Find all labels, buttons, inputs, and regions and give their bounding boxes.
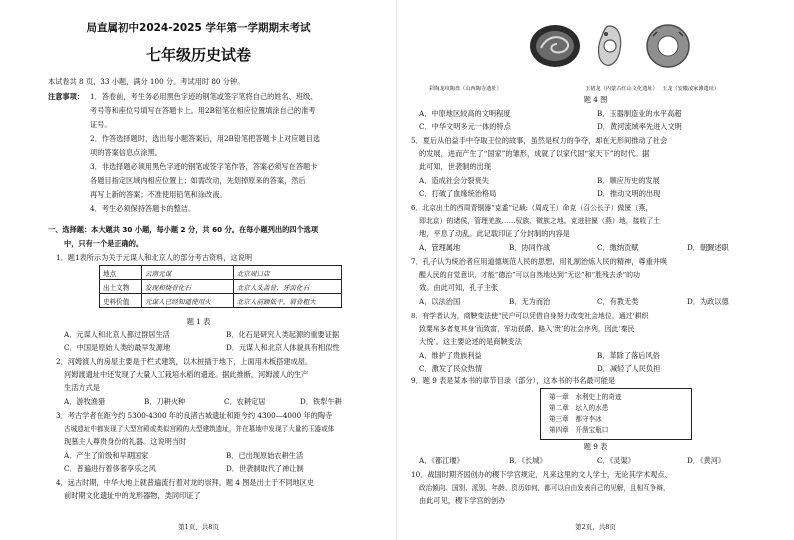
answer-option: C．中国是原始人类的最早发源地 bbox=[64, 343, 171, 352]
answer-option: D．推动文明的出现 bbox=[597, 189, 661, 198]
section-heading: 中，只有一个是正确的。 bbox=[64, 239, 144, 248]
answer-option: C．普遍进行着侈奢享乐之风 bbox=[64, 464, 156, 473]
question-stem: 大悦’。这主要论述的是商鞅变法 bbox=[419, 337, 522, 346]
question-stem: 现墓主人尊贵身份的礼器。这说明当时 bbox=[64, 437, 187, 446]
page-footer: 第1页，共8页 bbox=[178, 523, 219, 531]
table-cell: 云南元谋 bbox=[141, 266, 233, 280]
painted-dragon-plate-image bbox=[527, 22, 583, 70]
image-caption: 玉猪龙（内蒙古红山文化遗址） bbox=[585, 86, 658, 92]
answer-option: C．《灵渠》 bbox=[597, 456, 635, 465]
question-stem: 的发展，进而产生了“国家”的雏形，成就了以家代国“家天下”的时代。据 bbox=[419, 149, 650, 158]
notice-line: 证号。 bbox=[90, 120, 112, 129]
question-stem: 政治倾向、国别、派别、年龄、资历如何，都可以自由发表自己的见解，且相互争辩， bbox=[419, 484, 670, 492]
table-cell: 地点 bbox=[100, 266, 142, 280]
answer-option: D．减轻了人民负担 bbox=[597, 364, 661, 373]
answer-option: B．刀耕火种 bbox=[144, 397, 186, 406]
answer-option: B．《长城》 bbox=[509, 456, 547, 465]
question-stem: 醒人民的自觉意识，才能“德治”可以自然地达到“无讼”和“胜残去杀”的功 bbox=[419, 271, 640, 279]
notice-label: 注意事项： bbox=[48, 92, 84, 101]
answer-option: B．革除了落后风俗 bbox=[597, 351, 660, 360]
answer-option: B．顺应历史的发展 bbox=[597, 176, 660, 185]
question-stem: 致粟帛多者复其身’而致富，军功获爵，路入‘贵’的社会序列，因此‘秦民 bbox=[419, 325, 635, 333]
answer-option: A．产生了阶级和早期国家 bbox=[64, 451, 149, 460]
chapter-list-box bbox=[540, 388, 692, 440]
table-cell: 史料价值 bbox=[100, 294, 142, 308]
exam-info: 本试卷共 8 页，33 小题，满分 100 分。考试用时 80 分钟。 bbox=[48, 77, 245, 86]
section-heading: 一、选择题：本大题共 30 小题，每小题 2 分，共 60 分。在每小题列出的四个选项 bbox=[48, 225, 319, 234]
question-stem: 生活方式是 bbox=[64, 383, 100, 392]
question-stem: 6．北京出土的西周青铜器“克盉”记载:（周成王）命克（召公长子）做匽（燕， bbox=[411, 204, 653, 212]
question-stem: 2．河姆渡人的房屋主要是干栏式建筑，以木桩插于地下，上面用木板搭建成屋。 bbox=[56, 357, 313, 366]
table-row bbox=[100, 294, 342, 308]
image-caption: 彩陶龙纹陶盘（山西陶寺遗址） bbox=[429, 86, 502, 92]
notice-line: 3．非选择题必须用黑色字迹的钢笔或签字笔作答，答案必须写在答题卡 bbox=[90, 162, 318, 171]
answer-option: C．中华文明多元一体的特点 bbox=[419, 122, 511, 131]
question-stem: 即北京）的诸侯，管理羌族……驭族、微族之地。克进驻匽（燕）地，接收了土 bbox=[419, 217, 661, 225]
question-stem: 古城遗址中都发现了大型宫殿或类似宫殿的大型建筑遗址，并在墓地中发现了大量的玉器或体 bbox=[64, 425, 335, 433]
table-cell: 出土文物 bbox=[100, 280, 142, 294]
answer-option: B．化石是研究人类起源的重要证据 bbox=[226, 330, 340, 339]
question-stem: 效。由此可知，孔子主张 bbox=[419, 283, 499, 292]
figure-caption: 题 4 图 bbox=[583, 95, 608, 104]
question-stem: 5．夏后从伯益手中夺取王位的故事，虽然是权力的争夺，却在无形间推动了社会 bbox=[411, 136, 668, 145]
notice-line: 各题目指定区域内相应位置上；如需改动，先划掉原来的答案，然后 bbox=[90, 176, 306, 185]
image-caption: 玉龙（安徽凌家滩遗址） bbox=[662, 86, 720, 92]
notice-line: 再写上新的答案；不准使用铅笔和涂改液。 bbox=[90, 190, 227, 199]
chapter-item: 第一章 水利史上的奇迹 bbox=[549, 393, 622, 401]
answer-option: A．管理属地 bbox=[419, 243, 461, 252]
answer-option: A．游牧渔猎 bbox=[64, 397, 106, 406]
answer-option: D．《黄河》 bbox=[687, 456, 726, 465]
notice-line: 1．答卷前，考生务必用黑色字迹的钢笔或签字笔将自己的姓名、班级、 bbox=[90, 92, 318, 101]
table-cell: 北京人前额低平，眉骨粗大 bbox=[233, 294, 341, 308]
table-cell: 元谋人已经知道使用火 bbox=[141, 294, 233, 308]
answer-option: A．《都江堰》 bbox=[419, 456, 464, 465]
answer-option: C．打破了血缘统治格局 bbox=[419, 189, 497, 198]
question-stem: 10．战国时期齐国创办的稷下学宫规定，凡来这里的文人学士，无论其学术观点、 bbox=[411, 470, 672, 479]
answer-option: B．无为而治 bbox=[509, 297, 551, 306]
answer-option: C．激发了民众热情 bbox=[419, 364, 483, 373]
question-stem: 地，平息了动乱。此记载印证了分封制的内容是 bbox=[419, 229, 570, 238]
answer-option: D．黄河流域率先进入文明 bbox=[597, 122, 682, 131]
table-cell: 发现和烧骨化石 bbox=[141, 280, 233, 294]
page-footer: 第2页，共8页 bbox=[575, 523, 616, 531]
table-caption: 题 9 表 bbox=[583, 442, 608, 451]
notice-line: 4．考生必须保持答题卡的整洁。 bbox=[90, 204, 196, 213]
school-header: 局直属初中2024-2025 学年第一学期期末考试 bbox=[86, 22, 311, 34]
table-cell: 北京人头盖骨、牙齿化石 bbox=[233, 280, 341, 294]
answer-option: A．元谋人和北京人都过群居生活 bbox=[64, 330, 170, 339]
answer-option: A．以法治国 bbox=[419, 297, 461, 306]
answer-option: A．中原地区较高的文明程度 bbox=[419, 109, 511, 118]
answer-option: D．世袭制取代了禅让制 bbox=[226, 464, 304, 473]
table-caption: 题 1 表 bbox=[186, 317, 211, 326]
answer-option: C．有教无类 bbox=[597, 297, 639, 306]
answer-option: A．造成社会分裂衰失 bbox=[419, 176, 489, 185]
answer-option: C．农耕定居 bbox=[224, 397, 266, 406]
question-stem: 9．题 9 表是某本书的章节目录（部分），这本书的书名最可能是 bbox=[411, 376, 616, 385]
question-stem: 河姆渡遗址中还发现了大量人工栽培水稻的遗迹。据此推断，河姆渡人的生产 bbox=[64, 370, 309, 379]
table-row bbox=[100, 280, 342, 294]
question1-table bbox=[99, 265, 342, 308]
answer-option: D．为政以德 bbox=[687, 297, 729, 306]
chapter-item: 第二章 坛入的水患 bbox=[549, 404, 609, 412]
jade-dragon-ring-image bbox=[643, 22, 693, 70]
answer-option: D．铁犁牛耕 bbox=[300, 397, 342, 406]
answer-option: B．玉器制造业的水平高超 bbox=[597, 109, 682, 118]
chapter-item: 第三章 都守李冰 bbox=[549, 415, 602, 423]
question-stem: 由此可见，稷下学宫的创办 bbox=[419, 496, 506, 505]
answer-option: C．缴纳贡赋 bbox=[597, 243, 639, 252]
question-stem: 3．考古学者在距今约 5300-4300 年的良渚古城遗址和距今约 4300—4000 年的陶寺 bbox=[56, 411, 333, 420]
exam-page-2 bbox=[397, 0, 794, 540]
notice-line: 2．作答选择题时，选出每小题答案后，用2B铅笔把答题卡上对应题目选 bbox=[90, 134, 321, 143]
answer-option: D．元谋人和北京人体貌具有相似性 bbox=[226, 343, 340, 352]
notice-line: 项的答案信息点涂黑。 bbox=[90, 148, 162, 157]
answer-option: A．维护了贵族利益 bbox=[419, 351, 482, 360]
question-stem: 7．孔子认为统治者应用道德规范人民的思想，用礼制治炼人民的精神，尊重并唤 bbox=[411, 257, 668, 266]
table-row bbox=[100, 266, 342, 280]
answer-option: D．朝觐述职 bbox=[687, 243, 729, 252]
chapter-item: 第四章 开凿宝瓶口 bbox=[549, 426, 609, 434]
notice-line: 考号等和座位号填写在答题卡上。用2B铅笔在相应位置填涂自己的准考 bbox=[90, 106, 316, 115]
question-stem: 此可知，世袭制的出现 bbox=[419, 162, 491, 171]
answer-option: B．协同作战 bbox=[509, 243, 551, 252]
table-cell: 北京周口店 bbox=[233, 266, 341, 280]
jade-pig-dragon-image bbox=[594, 22, 624, 70]
question-stem: 4．远古时期，中华大地上就普遍流行着对龙的崇拜。题 4 图是出土于不同地区史 bbox=[56, 478, 315, 487]
exam-title: 七年级历史试卷 bbox=[145, 46, 251, 64]
question-stem: 8．有学者认为，商鞅变法使“民户可以凭借自身努力改变社会地位，通过‘耕织 bbox=[411, 312, 649, 320]
answer-option: B．已出现原始农耕生活 bbox=[226, 451, 304, 460]
question-stem: 1．题1表所示为关于元谋人和北京人的部分考古资料，这说明 bbox=[56, 253, 253, 262]
question-stem: 前时期文化遗址中的龙形器物，类同印证了 bbox=[64, 491, 201, 500]
